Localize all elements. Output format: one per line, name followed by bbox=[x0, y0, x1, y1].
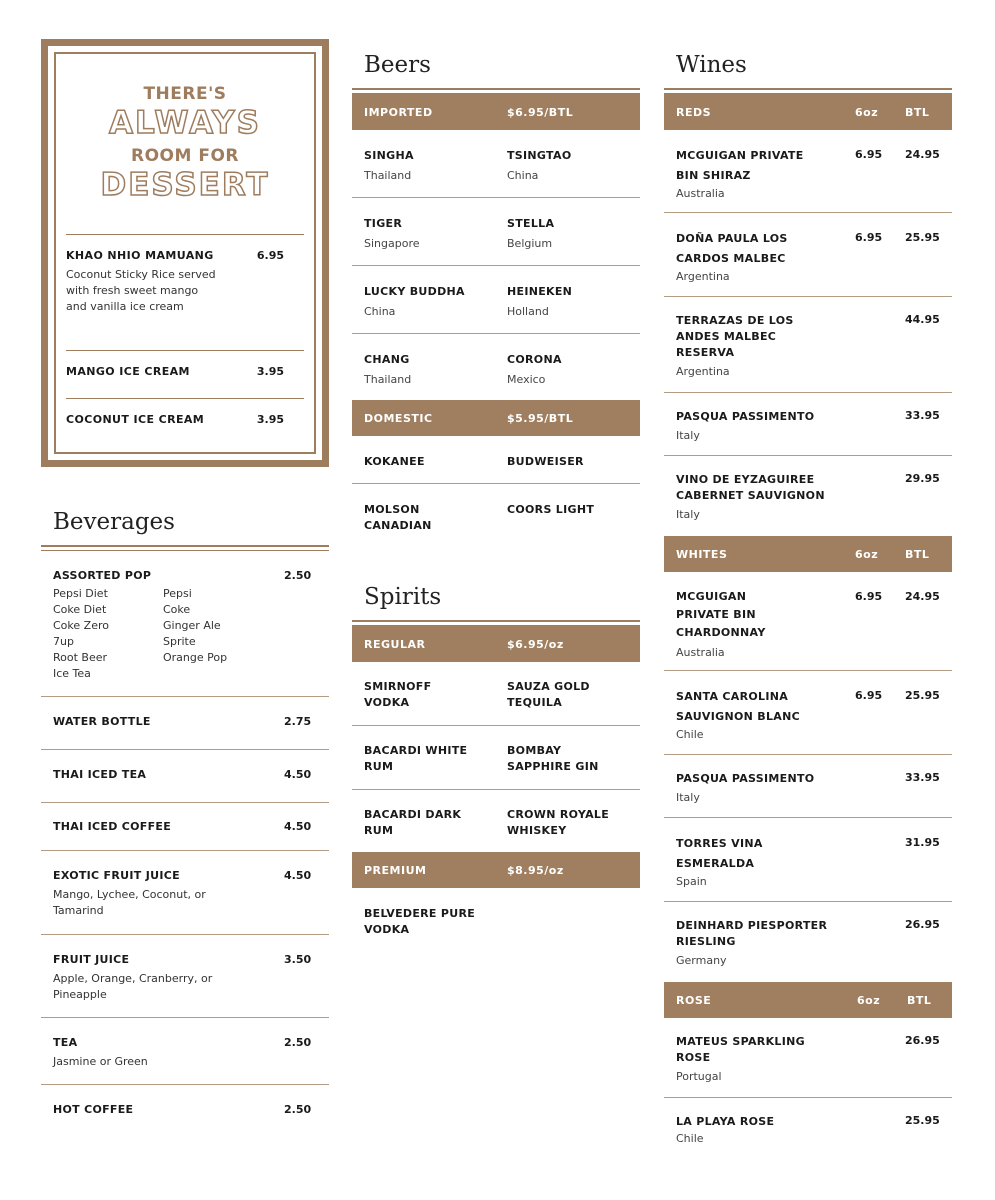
beer-origin: Thailand bbox=[364, 373, 412, 386]
wine-btl-price: 33.95 bbox=[905, 771, 940, 784]
pop-option: 7up bbox=[53, 635, 74, 648]
wine-item bbox=[664, 130, 952, 213]
wine-item bbox=[664, 297, 952, 393]
wine-btl-price: 24.95 bbox=[905, 148, 940, 161]
domestic-beer-list bbox=[352, 436, 640, 544]
regular-spirit-list bbox=[352, 662, 640, 852]
beverage-price: 3.50 bbox=[284, 953, 312, 966]
beverage-desc: Jasmine or Green bbox=[53, 1055, 148, 1068]
beverage-price: 4.50 bbox=[284, 820, 312, 833]
wine-origin: Chile bbox=[676, 728, 704, 741]
dessert-heading-line4: DESSERT bbox=[100, 167, 270, 203]
beers-title: Beers bbox=[364, 52, 431, 78]
beverage-item bbox=[41, 851, 329, 935]
whites-list bbox=[664, 572, 952, 982]
wine-btl-price: 33.95 bbox=[905, 409, 940, 422]
wine-item bbox=[664, 671, 952, 755]
category-oz-header: 6oz bbox=[855, 548, 879, 561]
beer-row bbox=[352, 334, 640, 400]
wine-item bbox=[664, 755, 952, 818]
wine-btl-price: 29.95 bbox=[905, 472, 940, 485]
spirits-section bbox=[352, 582, 640, 948]
beer-category-imported bbox=[352, 94, 640, 130]
category-price: $8.95/oz bbox=[507, 864, 564, 877]
beer-item bbox=[507, 284, 572, 320]
category-label: REDS bbox=[676, 106, 712, 119]
beverages-title: Beverages bbox=[53, 509, 175, 535]
reds-list bbox=[664, 130, 952, 536]
dessert-heading-line2: ALWAYS bbox=[109, 105, 261, 141]
wine-name: LA PLAYA ROSE bbox=[676, 1115, 775, 1128]
beers-section bbox=[352, 50, 640, 544]
spirit-item bbox=[507, 807, 627, 839]
beverage-name: EXOTIC FRUIT JUICE bbox=[53, 869, 180, 882]
wine-category-reds bbox=[664, 94, 952, 130]
spirit-row bbox=[352, 662, 640, 726]
wine-origin: Chile bbox=[676, 1132, 704, 1145]
dessert-item-name: COCONUT ICE CREAM bbox=[66, 413, 205, 426]
wine-origin: Argentina bbox=[676, 270, 730, 283]
wine-btl-price: 26.95 bbox=[905, 918, 940, 931]
beer-row bbox=[352, 266, 640, 334]
category-price: $5.95/BTL bbox=[507, 412, 574, 425]
category-label: PREMIUM bbox=[364, 864, 427, 877]
beer-origin: Belgium bbox=[507, 237, 553, 250]
beverage-item bbox=[41, 935, 329, 1018]
pop-option: Sprite bbox=[163, 635, 196, 648]
beer-name: STELLA bbox=[507, 217, 555, 230]
beverage-desc: Mango, Lychee, Coconut, or Tamarind bbox=[53, 888, 206, 917]
wine-origin: Italy bbox=[676, 508, 700, 521]
wine-btl-price: 24.95 bbox=[905, 590, 940, 603]
beer-name: TSINGTAO bbox=[507, 149, 572, 162]
category-label: IMPORTED bbox=[364, 106, 433, 119]
beer-origin: Mexico bbox=[507, 373, 546, 386]
beer-name: CHANG bbox=[364, 353, 410, 366]
beer-category-domestic bbox=[352, 400, 640, 436]
wine-oz-price: 6.95 bbox=[855, 231, 883, 244]
wine-origin: Australia bbox=[676, 646, 725, 659]
category-label: WHITES bbox=[676, 548, 728, 561]
wine-origin: Portugal bbox=[676, 1070, 722, 1083]
spirit-item bbox=[364, 906, 494, 938]
dessert-item-price: 3.95 bbox=[256, 365, 284, 378]
wine-name: MCGUIGAN PRIVATE BIN CHARDONNAY bbox=[676, 590, 766, 639]
spirit-item bbox=[507, 679, 627, 711]
category-price: $6.95/oz bbox=[507, 638, 564, 651]
wine-origin: Germany bbox=[676, 954, 727, 967]
wine-origin: Spain bbox=[676, 875, 707, 888]
spirit-category-regular bbox=[352, 626, 640, 662]
wine-oz-price: 6.95 bbox=[855, 689, 883, 702]
dessert-item-price: 6.95 bbox=[256, 249, 284, 262]
beer-item bbox=[507, 454, 584, 470]
wine-origin: Italy bbox=[676, 429, 700, 442]
beer-row bbox=[352, 436, 640, 484]
dessert-inner-frame bbox=[54, 52, 316, 454]
wine-item bbox=[664, 902, 952, 982]
beer-item bbox=[364, 284, 465, 320]
beer-origin: Singapore bbox=[364, 237, 420, 250]
beer-name: KOKANEE bbox=[364, 455, 425, 468]
wine-item bbox=[664, 572, 952, 671]
beer-item bbox=[507, 502, 594, 518]
wine-name: MCGUIGAN PRIVATE BIN SHIRAZ bbox=[676, 149, 804, 182]
beverage-item bbox=[41, 1085, 329, 1135]
beer-name: SINGHA bbox=[364, 149, 414, 162]
wine-item bbox=[664, 818, 952, 902]
spirits-title: Spirits bbox=[364, 584, 442, 610]
beverage-name: THAI ICED TEA bbox=[53, 768, 147, 781]
pop-options bbox=[53, 586, 317, 682]
dessert-heading bbox=[66, 54, 304, 234]
spirit-item bbox=[364, 807, 474, 839]
beer-origin: Thailand bbox=[364, 169, 412, 182]
spirit-name: BELVEDERE PURE VODKA bbox=[364, 907, 476, 936]
pop-option: Ice Tea bbox=[53, 667, 91, 680]
spirit-row bbox=[352, 790, 640, 852]
beer-row bbox=[352, 130, 640, 198]
wine-btl-price: 25.95 bbox=[905, 689, 940, 702]
beer-name: HEINEKEN bbox=[507, 285, 573, 298]
beverage-price: 2.50 bbox=[284, 569, 312, 582]
wine-item bbox=[664, 1018, 952, 1098]
dessert-item bbox=[66, 350, 304, 398]
beverages-section bbox=[41, 507, 329, 1135]
spirit-category-premium bbox=[352, 852, 640, 888]
pop-option: Coke Diet bbox=[53, 603, 107, 616]
beer-name: CORONA bbox=[507, 353, 562, 366]
category-price: $6.95/BTL bbox=[507, 106, 574, 119]
dessert-item bbox=[66, 234, 304, 350]
wine-btl-price: 26.95 bbox=[905, 1034, 940, 1047]
beverage-price: 4.50 bbox=[284, 869, 312, 882]
dessert-box bbox=[41, 39, 329, 467]
beer-item bbox=[364, 216, 420, 252]
dessert-item-desc: Coconut Sticky Rice served with fresh sweet mango and vanilla ice cream bbox=[66, 268, 216, 313]
wine-oz-price: 6.95 bbox=[855, 148, 883, 161]
pop-option: Root Beer bbox=[53, 651, 108, 664]
wine-name: MATEUS SPARKLING ROSE bbox=[676, 1035, 805, 1064]
beer-origin: China bbox=[507, 169, 539, 182]
pop-option: Orange Pop bbox=[163, 651, 228, 664]
wine-origin: Australia bbox=[676, 187, 725, 200]
wine-name: TERRAZAS DE LOS ANDES MALBEC RESERVA bbox=[676, 314, 794, 359]
pop-option: Pepsi bbox=[163, 587, 192, 600]
beverage-name: THAI ICED COFFEE bbox=[53, 820, 172, 833]
beer-name: MOLSON CANADIAN bbox=[364, 503, 432, 532]
category-label: ROSE bbox=[676, 994, 712, 1007]
beverage-item bbox=[41, 1018, 329, 1085]
beverage-name: HOT COFFEE bbox=[53, 1103, 134, 1116]
beverage-name: FRUIT JUICE bbox=[53, 953, 130, 966]
beer-name: TIGER bbox=[364, 217, 403, 230]
spirit-name: BOMBAY SAPPHIRE GIN bbox=[507, 744, 599, 773]
beverage-name: TEA bbox=[53, 1036, 78, 1049]
beverage-name: ASSORTED POP bbox=[53, 569, 152, 582]
dessert-item bbox=[66, 398, 304, 446]
spirit-row bbox=[352, 888, 640, 948]
dessert-item-price: 3.95 bbox=[256, 413, 284, 426]
spirit-name: BACARDI DARK RUM bbox=[364, 808, 462, 837]
wine-origin: Italy bbox=[676, 791, 700, 804]
spirit-item bbox=[507, 743, 627, 775]
premium-spirit-list bbox=[352, 888, 640, 948]
beer-item bbox=[364, 454, 425, 470]
beer-name: COORS LIGHT bbox=[507, 503, 595, 516]
imported-beer-list bbox=[352, 130, 640, 400]
beer-item bbox=[364, 502, 474, 534]
beer-item bbox=[507, 216, 554, 252]
wine-name: VINO DE EYZAGUIREE CABERNET SAUVIGNON bbox=[676, 473, 825, 502]
category-btl-header: BTL bbox=[907, 994, 932, 1007]
wine-name: SANTA CAROLINA SAUVIGNON BLANC bbox=[676, 690, 800, 723]
wine-category-rose bbox=[664, 982, 952, 1018]
wine-btl-price: 31.95 bbox=[905, 836, 940, 849]
category-label: DOMESTIC bbox=[364, 412, 433, 425]
wine-category-whites bbox=[664, 536, 952, 572]
spirit-name: BACARDI WHITE RUM bbox=[364, 744, 468, 773]
beverage-name: WATER BOTTLE bbox=[53, 715, 151, 728]
wine-item bbox=[664, 1098, 952, 1158]
spirit-row bbox=[352, 726, 640, 790]
left-column bbox=[41, 39, 329, 1135]
beer-row bbox=[352, 198, 640, 266]
spirit-name: SMIRNOFF VODKA bbox=[364, 680, 432, 709]
middle-column bbox=[352, 50, 640, 948]
beer-item bbox=[364, 148, 414, 184]
dessert-heading-line3: ROOM FOR bbox=[131, 146, 239, 166]
beverage-desc: Apple, Orange, Cranberry, or Pineapple bbox=[53, 972, 213, 1001]
beverage-price: 2.50 bbox=[284, 1103, 312, 1116]
beverage-price: 2.50 bbox=[284, 1036, 312, 1049]
category-btl-header: BTL bbox=[905, 106, 930, 119]
beverage-item bbox=[41, 551, 329, 697]
beverage-item bbox=[41, 697, 329, 750]
beverage-item bbox=[41, 803, 329, 851]
category-btl-header: BTL bbox=[905, 548, 930, 561]
category-oz-header: 6oz bbox=[855, 106, 879, 119]
wine-name: PASQUA PASSIMENTO bbox=[676, 772, 815, 785]
beverage-item bbox=[41, 750, 329, 803]
wine-btl-price: 25.95 bbox=[905, 231, 940, 244]
wine-item bbox=[664, 393, 952, 456]
beer-item bbox=[507, 148, 571, 184]
dessert-item-name: MANGO ICE CREAM bbox=[66, 365, 190, 378]
beer-name: LUCKY BUDDHA bbox=[364, 285, 465, 298]
wine-item bbox=[664, 456, 952, 536]
beer-origin: Holland bbox=[507, 305, 549, 318]
pop-option: Coke Zero bbox=[53, 619, 109, 632]
right-column bbox=[664, 50, 952, 1158]
wine-oz-price: 6.95 bbox=[855, 590, 883, 603]
pop-option: Pepsi Diet bbox=[53, 587, 108, 600]
wine-name: DEINHARD PIESPORTER RIESLING bbox=[676, 919, 828, 948]
category-oz-header: 6oz bbox=[857, 994, 881, 1007]
wine-btl-price: 44.95 bbox=[905, 313, 940, 326]
beer-origin: China bbox=[364, 305, 396, 318]
wine-name: PASQUA PASSIMENTO bbox=[676, 410, 815, 423]
spirit-item bbox=[364, 679, 474, 711]
beer-item bbox=[507, 352, 562, 388]
wine-name: DOÑA PAULA LOS CARDOS MALBEC bbox=[676, 232, 788, 265]
wine-item bbox=[664, 213, 952, 297]
spirit-name: CROWN ROYALE WHISKEY bbox=[507, 808, 610, 837]
wine-origin: Argentina bbox=[676, 365, 730, 378]
spirit-name: SAUZA GOLD TEQUILA bbox=[507, 680, 590, 709]
dessert-heading-line1: THERE'S bbox=[143, 84, 227, 104]
wine-name: TORRES VINA ESMERALDA bbox=[676, 837, 763, 870]
wine-btl-price: 25.95 bbox=[905, 1114, 940, 1127]
beverage-price: 2.75 bbox=[284, 715, 312, 728]
category-label: REGULAR bbox=[364, 638, 426, 651]
dessert-item-name: KHAO NHIO MAMUANG bbox=[66, 249, 214, 262]
beverage-price: 4.50 bbox=[284, 768, 312, 781]
wines-title: Wines bbox=[676, 52, 747, 78]
pop-option: Coke bbox=[163, 603, 191, 616]
beer-item bbox=[364, 352, 411, 388]
beer-row bbox=[352, 484, 640, 544]
beer-name: BUDWEISER bbox=[507, 455, 584, 468]
pop-option: Ginger Ale bbox=[163, 619, 221, 632]
spirit-item bbox=[364, 743, 474, 775]
rose-list bbox=[664, 1018, 952, 1158]
